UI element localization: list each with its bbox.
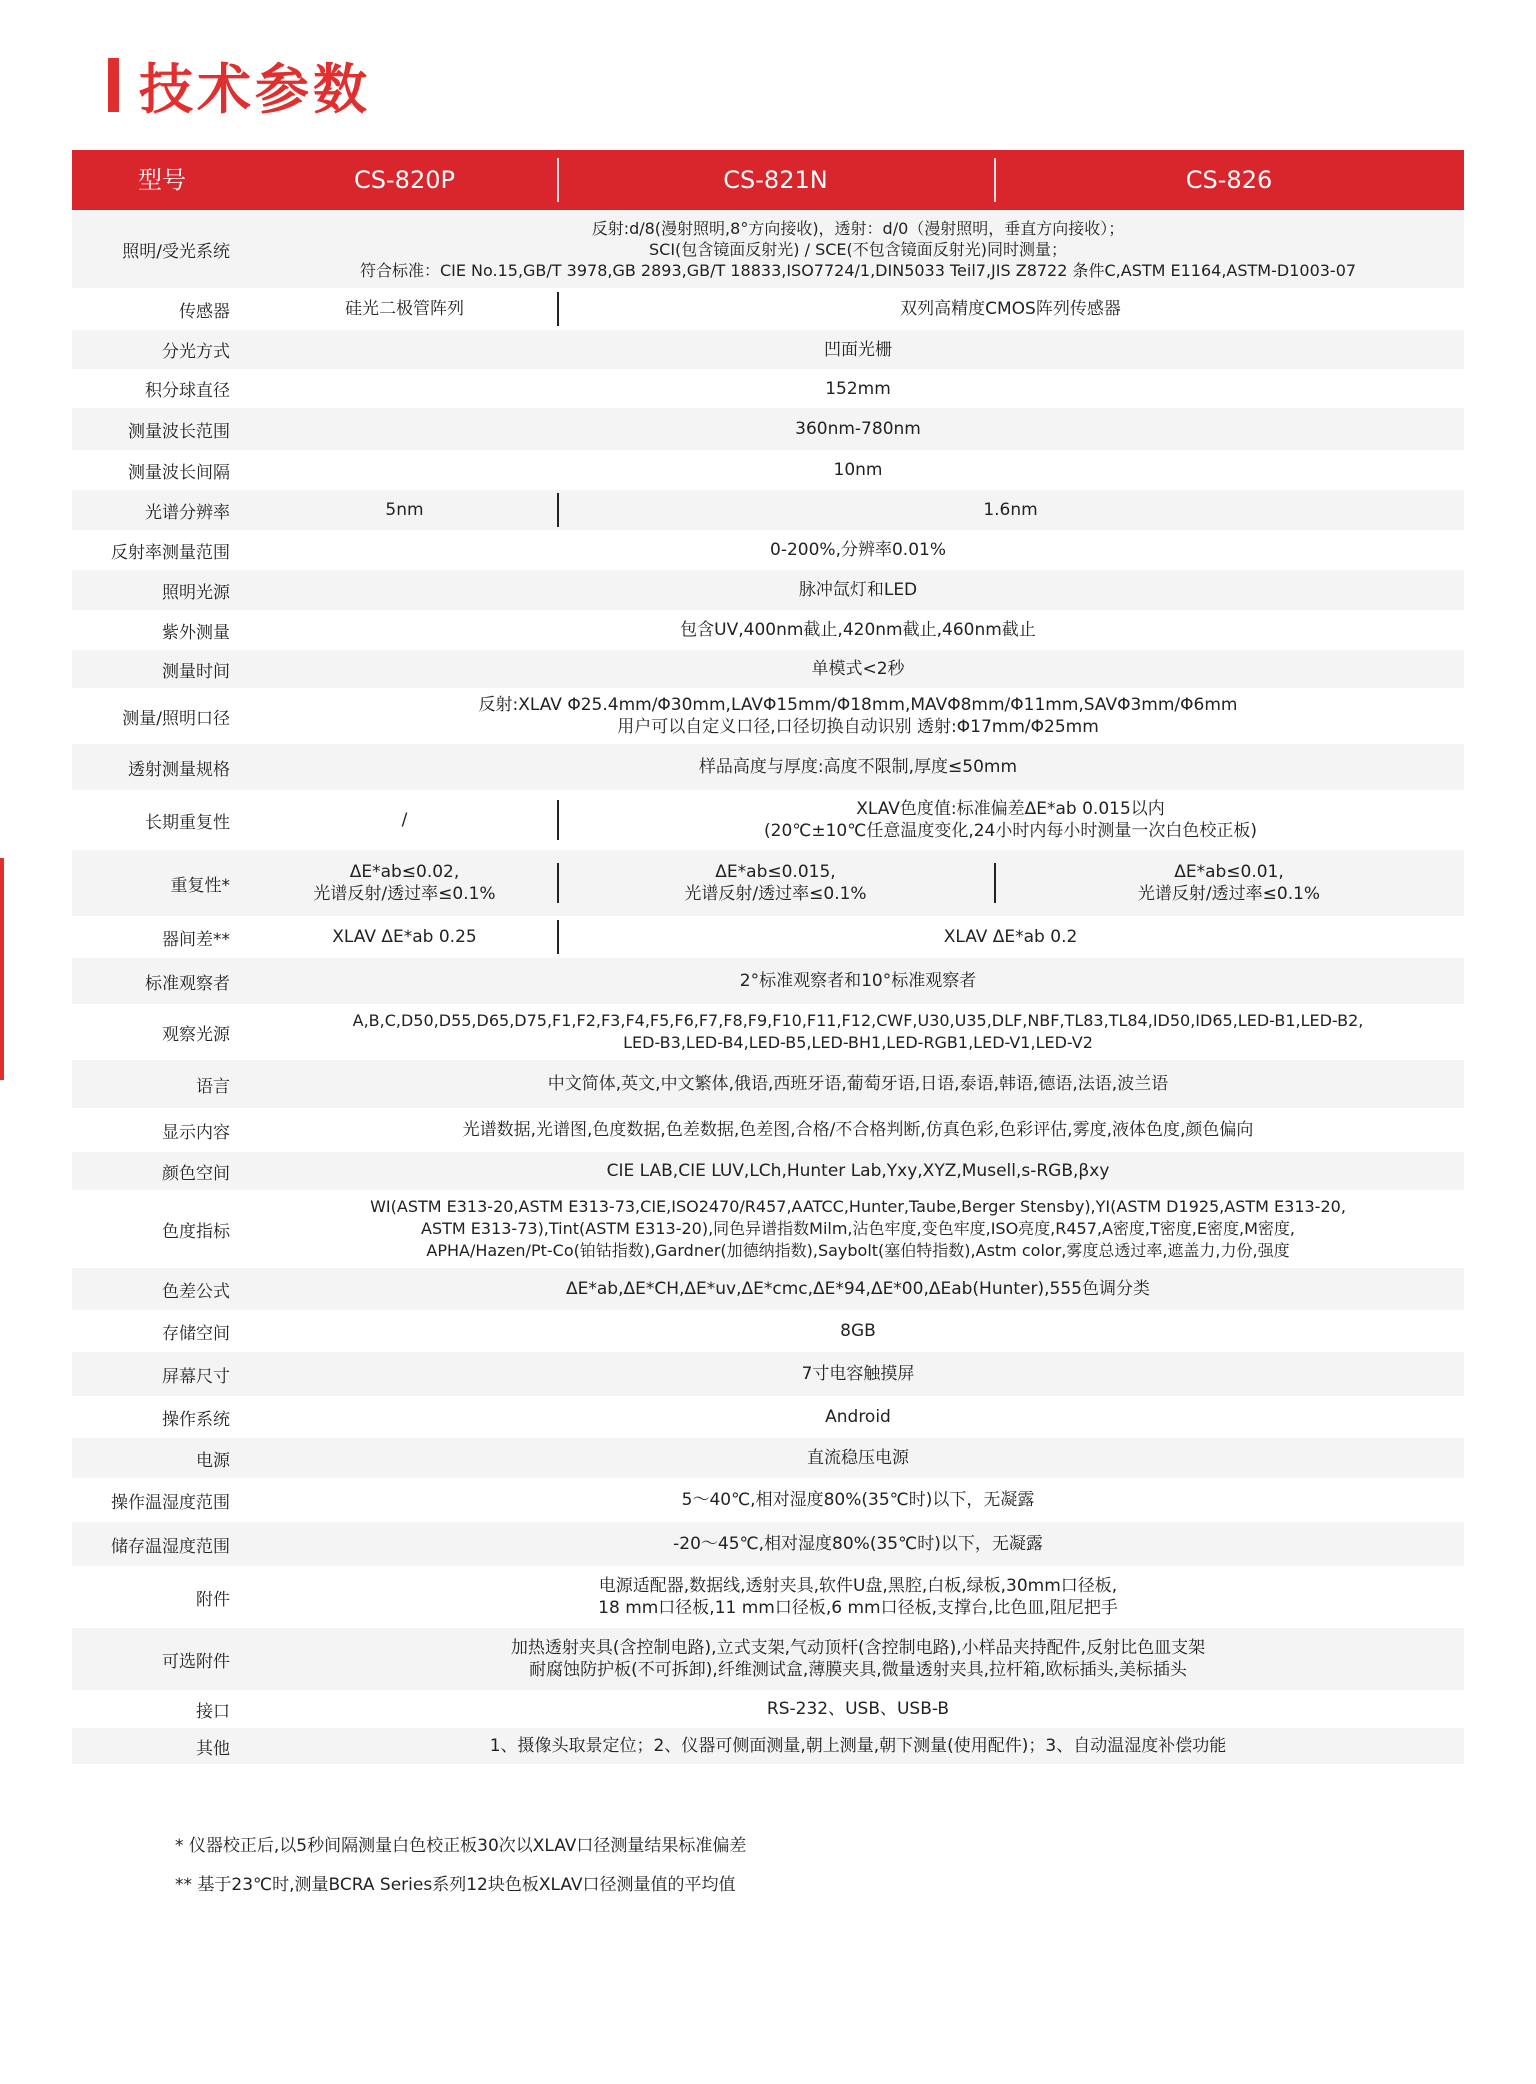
table-row	[72, 1060, 1464, 1108]
row-label: 存储空间	[162, 1323, 230, 1344]
row-value: 1、摄像头取景定位；2、仪器可侧面测量,朝上测量,朝下测量(使用配件)；3、自动温湿度补偿功能	[489, 1736, 1227, 1756]
value-line: SCI(包含镜面反射光) / SCE(不包含镜面反射光)同时测量；	[648, 239, 1068, 259]
table-row	[72, 1190, 1464, 1268]
header-cs-821n: CS-821N	[557, 150, 994, 210]
row-label: 附件	[196, 1589, 230, 1610]
value-line: ΔE*ab≤0.01,	[1174, 862, 1284, 882]
table-row	[72, 490, 1464, 530]
value-cs-826	[994, 859, 1464, 907]
row-label: 照明/受光系统	[122, 241, 230, 262]
table-row	[72, 408, 1464, 450]
row-value: RS-232、USB、USB-B	[766, 1699, 950, 1719]
value-line: (20℃±10℃任意温度变化,24小时内每小时测量一次白色校正板)	[764, 821, 1257, 841]
row-label: 色度指标	[162, 1221, 230, 1242]
row-value: 7寸电容触摸屏	[801, 1364, 915, 1384]
row-label: 紫外测量	[162, 622, 230, 643]
row-value: 包含UV,400nm截止,420nm截止,460nm截止	[680, 620, 1036, 640]
value-cs-821n	[557, 859, 994, 907]
table-row	[72, 1690, 1464, 1728]
row-label: 光谱分辨率	[145, 502, 230, 523]
row-value	[252, 497, 1464, 523]
value-line: 反射:XLAV Φ25.4mm/Φ30mm,LAVΦ15mm/Φ18mm,MAVΦ8mm/Φ11mm,SAVΦ3mm/Φ6mm	[478, 695, 1238, 715]
row-value	[252, 1573, 1464, 1621]
value-cs-820p: /	[401, 810, 408, 830]
table-row	[72, 1152, 1464, 1190]
value-line: 光谱反射/透过率≤0.1%	[313, 884, 496, 904]
row-label: 测量波长间隔	[128, 462, 230, 483]
table-row	[72, 1004, 1464, 1060]
row-label: 测量波长范围	[128, 421, 230, 442]
value-cs-820p	[252, 859, 557, 907]
page-heading	[108, 50, 371, 120]
footnote-repeatability: * 仪器校正后,以5秒间隔测量白色校正板30次以XLAV口径测量结果标准偏差	[175, 1836, 747, 1856]
row-value	[252, 1635, 1464, 1683]
table-row	[72, 330, 1464, 369]
table-row	[72, 1628, 1464, 1690]
side-accent-mark	[0, 858, 4, 1080]
row-label: 观察光源	[162, 1024, 230, 1045]
row-value: 凹面光栅	[824, 339, 892, 360]
table-row	[72, 369, 1464, 408]
value-line: ΔE*ab≤0.015,	[715, 862, 836, 882]
row-value: 脉冲氙灯和LED	[798, 580, 918, 600]
row-label: 传感器	[179, 301, 230, 322]
value-cs-820p: 5nm	[385, 500, 424, 520]
table-row	[72, 1268, 1464, 1310]
value-line: ΔE*ab≤0.02,	[349, 862, 460, 882]
row-value: 8GB	[840, 1321, 876, 1341]
value-line: A,B,C,D50,D55,D65,D75,F1,F2,F3,F4,F5,F6,F7,F8,F9,F10,F11,F12,CWF,U30,U35,DLF,NBF,TL83,TL84,ID50,ID65,LED-B1,LED-B2,	[352, 1011, 1364, 1030]
row-label: 其他	[196, 1738, 230, 1759]
header-cs-826: CS-826	[994, 150, 1464, 210]
row-value	[252, 924, 1464, 950]
row-value: ΔE*ab,ΔE*CH,ΔE*uv,ΔE*cmc,ΔE*94,ΔE*00,ΔEab(Hunter),555色调分类	[565, 1279, 1150, 1299]
value-line: 电源适配器,数据线,透射夹具,软件U盘,黑腔,白板,绿板,30mm口径板,	[598, 1576, 1118, 1596]
row-value: 10nm	[833, 460, 883, 480]
value-line: XLAV色度值:标准偏差ΔE*ab 0.015以内	[856, 799, 1165, 819]
value-line: 用户可以自定义口径,口径切换自动识别 透射:Φ17mm/Φ25mm	[617, 717, 1099, 737]
row-label: 照明光源	[162, 582, 230, 603]
row-value: 0-200%,分辨率0.01%	[770, 540, 946, 560]
table-body	[72, 210, 1464, 1764]
value-cs-820p: 硅光二极管阵列	[345, 299, 464, 319]
table-row	[72, 1566, 1464, 1628]
table-row	[72, 850, 1464, 916]
row-value	[252, 1008, 1464, 1056]
value-cs-820p: XLAV ΔE*ab 0.25	[332, 927, 477, 947]
value-line: WI(ASTM E313-20,ASTM E313-73,CIE,ISO2470/R457,AATCC,Hunter,Taube,Berger Stensby),YI(ASTM D1925,ASTM E313-20,	[370, 1197, 1346, 1216]
value-cs-821n-826: 双列高精度CMOS阵列传感器	[557, 296, 1464, 322]
row-label: 重复性*	[170, 875, 230, 896]
table-row	[72, 288, 1464, 330]
value-line: 耐腐蚀防护板(不可拆卸),纤维测试盒,薄膜夹具,微量透射夹具,拉杆箱,欧标插头,美标插头	[529, 1660, 1187, 1680]
value-line: 符合标准：CIE No.15,GB/T 3978,GB 2893,GB/T 18833,ISO7724/1,DIN5033 Teil7,JIS Z8722 条件C,ASTM E1164,ASTM-D1003-07	[359, 260, 1357, 280]
row-value	[252, 1194, 1464, 1264]
table-row	[72, 1478, 1464, 1522]
row-label: 器间差**	[162, 929, 230, 950]
table-row	[72, 916, 1464, 958]
row-label: 测量时间	[162, 661, 230, 682]
value-line: 光谱反射/透过率≤0.1%	[1137, 884, 1321, 904]
row-label: 积分球直径	[145, 381, 230, 401]
row-value: 5～40℃,相对湿度80%(35℃时)以下，无凝露	[681, 1490, 1035, 1510]
title-accent-bar	[108, 58, 119, 112]
value-line: LED-B3,LED-B4,LED-B5,LED-BH1,LED-RGB1,LED-V1,LED-V2	[623, 1033, 1093, 1052]
row-label: 语言	[196, 1076, 230, 1097]
row-label: 标准观察者	[145, 973, 230, 994]
row-label: 色差公式	[162, 1281, 230, 1302]
row-value	[252, 692, 1464, 740]
row-value: -20～45℃,相对湿度80%(35℃时)以下，无凝露	[673, 1534, 1043, 1554]
footnotes	[175, 1831, 746, 1909]
row-value: 中文简体,英文,中文繁体,俄语,西班牙语,葡萄牙语,日语,泰语,韩语,德语,法语,波兰语	[547, 1074, 1169, 1094]
table-row	[72, 210, 1464, 288]
table-row	[72, 1352, 1464, 1396]
header-cs-820p: CS-820P	[354, 166, 455, 194]
row-label: 操作系统	[162, 1409, 230, 1430]
value-line: 光谱反射/透过率≤0.1%	[684, 884, 867, 904]
row-value	[252, 216, 1464, 283]
value-line: 18 mm口径板,11 mm口径板,6 mm口径板,支撑台,比色皿,阻尼把手	[598, 1598, 1118, 1618]
row-value	[252, 296, 1464, 322]
row-label: 长期重复性	[145, 812, 230, 833]
row-value: 直流稳压电源	[807, 1448, 909, 1468]
row-label: 透射测量规格	[128, 759, 230, 780]
value-cs-821n-826: XLAV ΔE*ab 0.2	[557, 924, 1464, 950]
footnote-inter-instrument: ** 基于23℃时,测量BCRA Series系列12块色板XLAV口径测量值的平均值	[175, 1875, 736, 1895]
value-line: 反射:d/8(漫射照明,8°方向接收)，透射：d/0（漫射照明，垂直方向接收）；	[591, 218, 1125, 238]
table-row	[72, 1310, 1464, 1352]
row-label: 可选附件	[162, 1651, 230, 1672]
table-row	[72, 570, 1464, 610]
table-row	[72, 1522, 1464, 1566]
table-row	[72, 790, 1464, 850]
table-row	[72, 650, 1464, 688]
table-row	[72, 1396, 1464, 1438]
table-row	[72, 744, 1464, 790]
table-row	[72, 958, 1464, 1004]
row-value: CIE LAB,CIE LUV,LCh,Hunter Lab,Yxy,XYZ,Musell,s-RGB,βxy	[606, 1161, 1110, 1181]
table-header	[72, 150, 1464, 210]
row-label: 反射率测量范围	[111, 542, 230, 563]
row-label: 显示内容	[162, 1122, 230, 1143]
row-label: 接口	[196, 1701, 230, 1722]
table-row	[72, 450, 1464, 490]
value-cs-821n-826: 1.6nm	[557, 497, 1464, 523]
table-row	[72, 1438, 1464, 1478]
row-label: 颜色空间	[162, 1163, 230, 1184]
page-title: 技术参数	[139, 57, 371, 121]
table-row	[72, 688, 1464, 744]
row-label: 分光方式	[162, 342, 230, 362]
row-value: Android	[825, 1407, 891, 1427]
table-row	[72, 1728, 1464, 1764]
row-value: 360nm-780nm	[795, 419, 921, 439]
row-value: 2°标准观察者和10°标准观察者	[739, 971, 977, 991]
row-value: 152mm	[825, 378, 891, 399]
value-line: APHA/Hazen/Pt-Co(铂钴指数),Gardner(加德纳指数),Saybolt(塞伯特指数),Astm color,雾度总透过率,遮盖力,力份,强度	[426, 1241, 1290, 1260]
value-line: 加热透射夹具(含控制电路),立式支架,气动顶杆(含控制电路),小样品夹持配件,反射比色皿支架	[510, 1638, 1206, 1658]
header-model-label: 型号	[138, 166, 186, 194]
table-row	[72, 1108, 1464, 1152]
row-value: 单模式<2秒	[811, 659, 905, 679]
row-label: 测量/照明口径	[122, 708, 230, 729]
row-label: 屏幕尺寸	[162, 1366, 230, 1387]
table-row	[72, 530, 1464, 570]
spec-table	[72, 150, 1464, 1764]
row-label: 操作温湿度范围	[111, 1492, 230, 1513]
row-label: 电源	[196, 1450, 230, 1471]
table-row	[72, 610, 1464, 650]
row-value: 光谱数据,光谱图,色度数据,色差数据,色差图,合格/不合格判断,仿真色彩,色彩评估,雾度,液体色度,颜色偏向	[462, 1120, 1254, 1140]
row-value	[252, 796, 1464, 844]
row-label: 储存温湿度范围	[111, 1536, 230, 1557]
value-line: ASTM E313-73),Tint(ASTM E313-20),同色异谱指数Milm,沾色牢度,变色牢度,ISO亮度,R457,A密度,T密度,E密度,M密度,	[421, 1219, 1295, 1238]
row-value	[252, 859, 1464, 907]
value-cs-821n-826	[557, 796, 1464, 844]
row-value: 样品高度与厚度:高度不限制,厚度≤50mm	[698, 757, 1018, 777]
